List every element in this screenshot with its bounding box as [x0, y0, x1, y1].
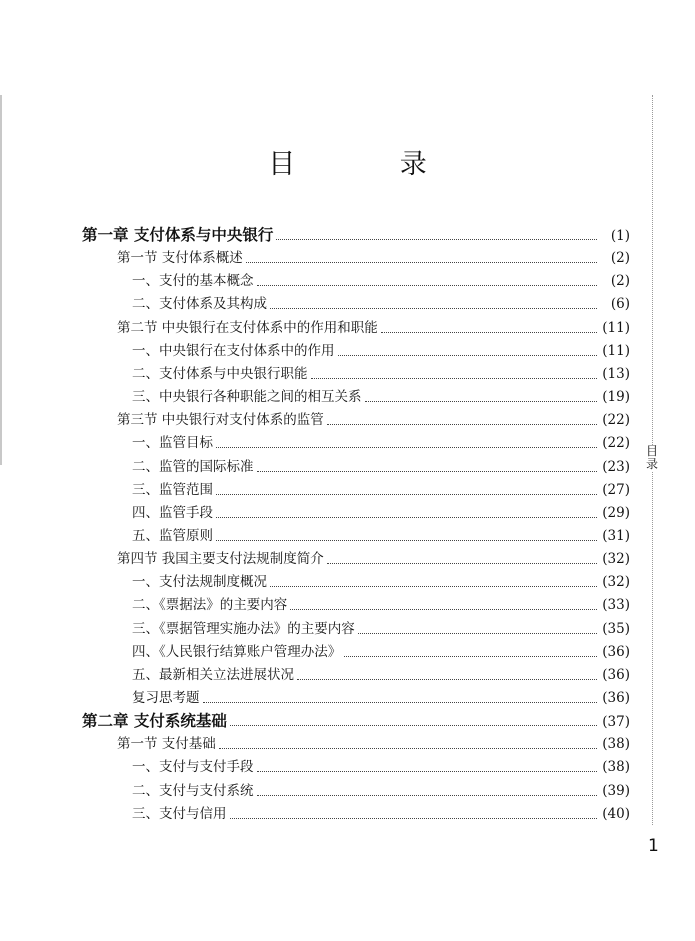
- toc-entry-title: 四、《人民银行结算账户管理办法》: [132, 644, 342, 660]
- toc-page-ref: (36): [602, 667, 630, 683]
- toc-entry-section[interactable]: [117, 246, 630, 269]
- toc-entry-title: 五、最新相关立法进展状况: [132, 667, 294, 683]
- toc-entry-title: 第二节 中央银行在支付体系中的作用和职能: [117, 320, 378, 336]
- toc-entry-title: 第一节 支付基础: [117, 736, 216, 752]
- leader-dots: [203, 701, 598, 703]
- toc-entry-title: 二、监管的国际标准: [132, 459, 254, 475]
- leader-dots: [257, 284, 598, 286]
- leader-dots: [230, 817, 598, 819]
- toc-page-ref: (36): [602, 690, 630, 706]
- toc-page-ref: (2): [610, 273, 630, 289]
- toc-page-ref: (36): [602, 644, 630, 660]
- leader-dots: [338, 354, 598, 356]
- toc-entry-item[interactable]: [132, 269, 630, 292]
- leader-dots: [246, 261, 597, 263]
- side-label-char: 录: [645, 457, 658, 471]
- leader-dots: [216, 446, 597, 448]
- toc-page-ref: (35): [602, 621, 630, 637]
- toc-entry-title: 第一节 支付体系概述: [117, 250, 243, 266]
- toc-entry-title: 复习思考题: [132, 690, 200, 706]
- leader-dots: [358, 632, 597, 634]
- toc-entry-chapter[interactable]: [82, 709, 630, 732]
- leader-dots: [327, 423, 597, 425]
- side-running-head: [642, 445, 662, 471]
- toc-page-ref: (11): [602, 343, 630, 359]
- leader-dots: [216, 493, 597, 495]
- toc-entry-section[interactable]: [117, 408, 630, 431]
- toc-entry-title: 二、支付体系及其构成: [132, 296, 267, 312]
- toc-entry-title: 三、支付与信用: [132, 806, 227, 822]
- toc-entry-title: 一、中央银行在支付体系中的作用: [132, 343, 335, 359]
- toc-entry-item[interactable]: [132, 686, 630, 709]
- toc-page-ref: (39): [602, 783, 630, 799]
- toc-entry-item[interactable]: [132, 478, 630, 501]
- toc-entry-title: 五、监管原则: [132, 528, 213, 544]
- toc-entry-section[interactable]: [117, 547, 630, 570]
- toc-entry-item[interactable]: [132, 593, 630, 616]
- toc-page-ref: (33): [602, 597, 630, 613]
- toc-entry-title: 一、支付法规制度概况: [132, 574, 267, 590]
- page-number: 1: [648, 836, 659, 856]
- toc-entry-item[interactable]: [132, 779, 630, 802]
- toc-entry-item[interactable]: [132, 431, 630, 454]
- toc-entry-item[interactable]: [132, 663, 630, 686]
- toc-page-ref: (1): [610, 228, 630, 244]
- toc-entry-title: 三、《票据管理实施办法》的主要内容: [132, 621, 355, 637]
- toc-entry-title: 二、支付体系与中央银行职能: [132, 366, 308, 382]
- toc-entry-section[interactable]: [117, 316, 630, 339]
- toc-entry-title: 第三节 中央银行对支付体系的监管: [117, 412, 324, 428]
- toc-page-ref: (22): [602, 412, 630, 428]
- leader-dots: [270, 585, 597, 587]
- leader-dots: [276, 238, 597, 240]
- toc-page-ref: (37): [602, 714, 630, 730]
- toc-page-ref: (6): [610, 296, 630, 312]
- toc-entry-item[interactable]: [132, 362, 630, 385]
- toc-page-ref: (13): [602, 366, 630, 382]
- toc-page-ref: (22): [602, 435, 630, 451]
- leader-dots: [257, 470, 598, 472]
- leader-dots: [344, 655, 597, 657]
- toc-entry-title: 三、监管范围: [132, 482, 213, 498]
- toc-page-ref: (27): [602, 482, 630, 498]
- toc-entry-item[interactable]: [132, 524, 630, 547]
- toc-entry-item[interactable]: [132, 501, 630, 524]
- leader-dots: [297, 678, 597, 680]
- toc-page-ref: (19): [602, 389, 630, 405]
- toc-entry-title: 三、中央银行各种职能之间的相互关系: [132, 389, 362, 405]
- toc-entry-title: 一、支付与支付手段: [132, 759, 254, 775]
- leader-dots: [381, 331, 597, 333]
- toc-entry-title: 第四节 我国主要支付法规制度简介: [117, 551, 324, 567]
- toc-page-ref: (38): [602, 759, 630, 775]
- toc-entry-section[interactable]: [117, 732, 630, 755]
- toc-entry-item[interactable]: [132, 292, 630, 315]
- page-title: 目 录: [268, 149, 475, 180]
- leader-dots: [290, 608, 597, 610]
- leader-dots: [219, 747, 597, 749]
- toc-entry-title: 二、支付与支付系统: [132, 783, 254, 799]
- toc-page-ref: (32): [602, 574, 630, 590]
- toc-entry-item[interactable]: [132, 455, 630, 478]
- toc-entry-item[interactable]: [132, 640, 630, 663]
- leader-dots: [216, 539, 597, 541]
- toc-page-ref: (38): [602, 736, 630, 752]
- leader-dots: [257, 794, 598, 796]
- toc-page-ref: (23): [602, 459, 630, 475]
- toc-entry-item[interactable]: [132, 755, 630, 778]
- toc-entry-title: 二、《票据法》的主要内容: [132, 597, 288, 613]
- toc-entry-title: 四、监管手段: [132, 505, 213, 521]
- leader-dots: [216, 516, 597, 518]
- toc-entry-title: 第一章 支付体系与中央银行: [82, 226, 274, 244]
- toc-entry-item[interactable]: [132, 570, 630, 593]
- toc-entry-item[interactable]: [132, 339, 630, 362]
- toc-page-ref: (11): [602, 320, 630, 336]
- leader-dots: [230, 724, 597, 726]
- toc-entry-item[interactable]: [132, 617, 630, 640]
- leader-dots: [327, 562, 597, 564]
- leader-dots: [270, 307, 597, 309]
- toc-entry-chapter[interactable]: [82, 223, 630, 246]
- leader-dots: [311, 377, 598, 379]
- toc-entry-title: 一、支付的基本概念: [132, 273, 254, 289]
- leader-dots: [365, 400, 598, 402]
- side-label-char: 目: [645, 444, 658, 458]
- toc-page-ref: (40): [602, 806, 630, 822]
- toc-entry-title: 第二章 支付系统基础: [82, 712, 227, 730]
- toc-entry-item[interactable]: [132, 385, 630, 408]
- toc-entry-title: 一、监管目标: [132, 435, 213, 451]
- toc-page-ref: (29): [602, 505, 630, 521]
- leader-dots: [257, 770, 598, 772]
- toc-page-ref: (2): [610, 250, 630, 266]
- toc-page-ref: (32): [602, 551, 630, 567]
- toc-entry-item[interactable]: [132, 802, 630, 825]
- toc-page-ref: (31): [602, 528, 630, 544]
